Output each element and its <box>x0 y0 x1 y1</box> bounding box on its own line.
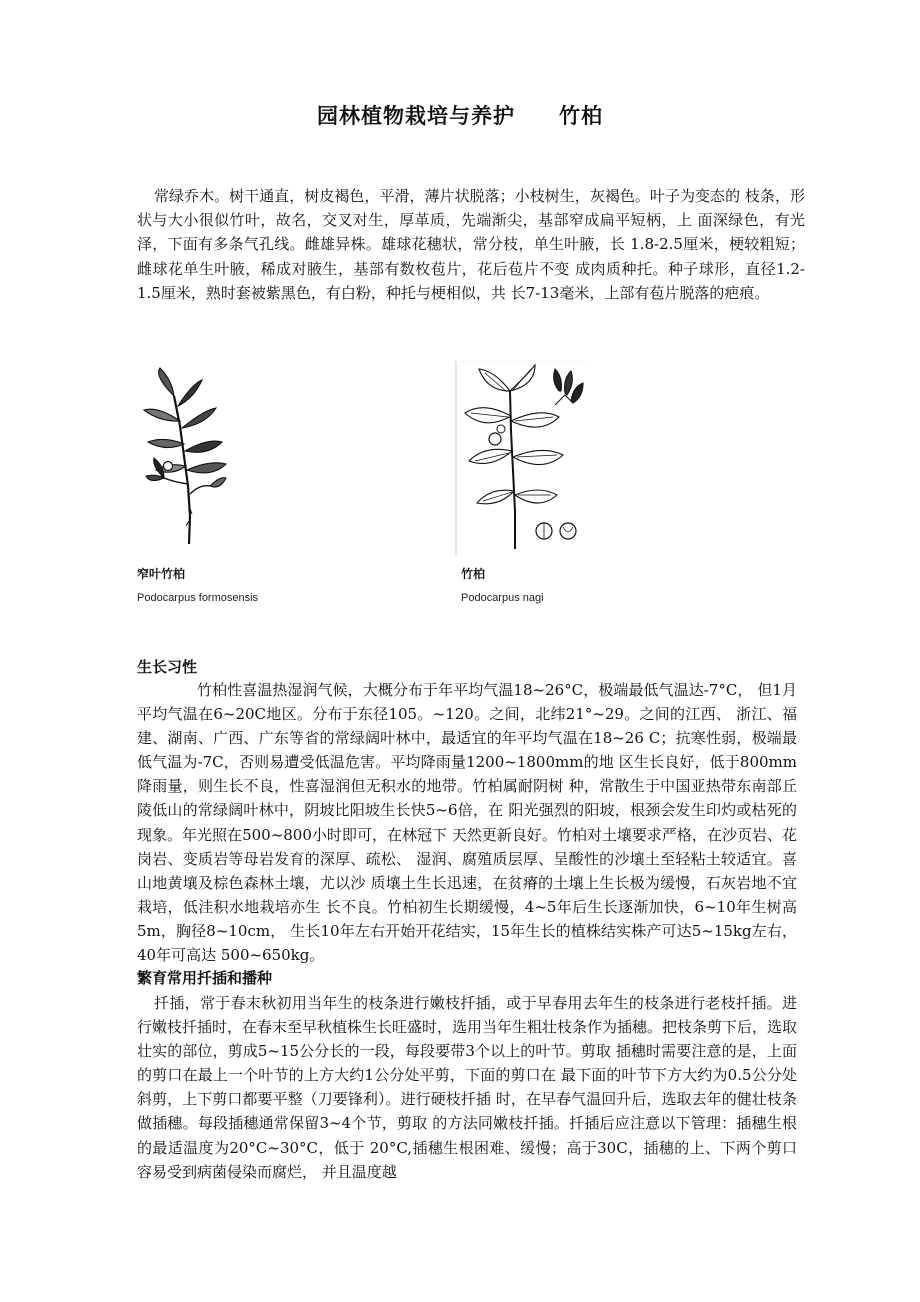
section-heading-habit: 生长习性 <box>137 658 198 676</box>
figure-narrow-leaf-illustration <box>134 366 234 544</box>
figure-1-name-cn: 窄叶竹柏 <box>137 567 186 581</box>
nagi-plant-drawing <box>455 361 588 555</box>
figure-2-name-cn: 竹柏 <box>461 567 486 581</box>
section-heading-propagation: 繁育常用扦插和播种 <box>137 969 273 987</box>
narrow-leaf-plant-drawing <box>134 366 234 544</box>
figure-1-name-latin: Podocarpus formosensis <box>137 592 259 604</box>
propagation-paragraph: 扦插，常于春末秋初用当年生的枝条进行嫩枝扦插，或于早春用去年生的枝条进行老枝扦插。进行嫩枝扦插时，在春末至早秋植株生长旺盛时，选用当年生粗壮枝条作为插穗。把枝条剪下后，选取壮实的部位，剪成5~15公分长的一段，每段要带3个以上的叶节。剪取 插穗时需要注意的是，上面的剪口在最上一个叶节的上方大约1公分处平剪，下面的剪口在 最下面的叶节下方大约为0.5公分处斜剪，上下剪口都要平整（刀要锋利）。进行硬枝扦插 时，在早春气温回升后，选取去年的健壮枝条做插穗。每段插穗通常保留3~4个节，剪取 的方法同嫩枝扦插。扦插后应注意以下管理：插穗生根的最适温度为20°C~30°C，低于 20°C,插穗生根困难、缓慢；高于30C，插穗的上、下两个剪口容易受到病菌侵染而腐烂， 并且温度越 <box>137 994 798 1181</box>
figure-nagi-illustration <box>455 361 588 555</box>
figure-2-name-latin: Podocarpus nagi <box>461 592 544 604</box>
page-title <box>0 100 920 130</box>
intro-paragraph: 常绿乔木。树干通直，树皮褐色，平滑，薄片状脱落；小枝树生，灰褐色。叶子为变态的 枝条，形状与大小很似竹叶，故名，交叉对生，厚革质，先端渐尖，基部窄成扁平短柄，上 面深绿色，有光泽，下面有多条气孔线。雌雄异株。雄球花穗状，常分枝，单生叶腋，长 1.8-2.5厘米，梗较粗短；雌球花单生叶腋，稀成对腋生，基部有数枚苞片，花后苞片不变 成肉质种托。种子球形，直径1.2-1.5厘米，熟时套被紫黑色，有白粉，种托与梗相似，共 长7-13毫米，上部有苞片脱落的疤痕。 <box>137 187 805 302</box>
title-main: 园林植物栽培与养护 <box>317 104 515 128</box>
title-subject: 竹柏 <box>559 104 603 128</box>
habit-paragraph: 竹柏性喜温热湿润气候，大概分布于年平均气温18~26°C，极端最低气温达-7°C， 但1月平均气温在6~20C地区。分布于东径105。~120。之间，北纬21°~29。之间的江西、 浙江、福建、湖南、广西、广东等省的常绿阔叶林中，最适宜的年平均气温在18~26 C；抗寒性弱，极端最低气温为-7C，否则易遭受低温危害。平均降雨量1200~1800mm的地 区生长良好，低于800mm降雨量，则生长不良，性喜湿润但无积水的地带。竹柏属耐阴树 种，常散生于中国亚热带东南部丘陵低山的常绿阔叶林中，阴坡比阳坡生长快5~6倍，在 阳光强烈的阳坡，根颈会发生印灼或枯死的现象。年光照在500~800小时即可，在林冠下 天然更新良好。竹柏对土壤要求严格，在沙页岩、花岗岩、变质岩等母岩发育的深厚、疏松、 湿润、腐殖质层厚、呈酸性的沙壤土至轻粘土较适宜。喜山地黄壤及棕色森林土壤，尤以沙 质壤土生长迅速，在贫瘠的土壤上生长极为缓慢，石灰岩地不宜栽培，低洼积水地栽培亦生 长不良。竹柏初生长期缓慢，4~5年后生长逐渐加快，6~10年生树高5m，胸径8~10cm， 生长10年左右开始开花结实，15年生长的植株结实株产可达5~15kg左右，40年可高达 500~650kg。 <box>137 681 797 965</box>
